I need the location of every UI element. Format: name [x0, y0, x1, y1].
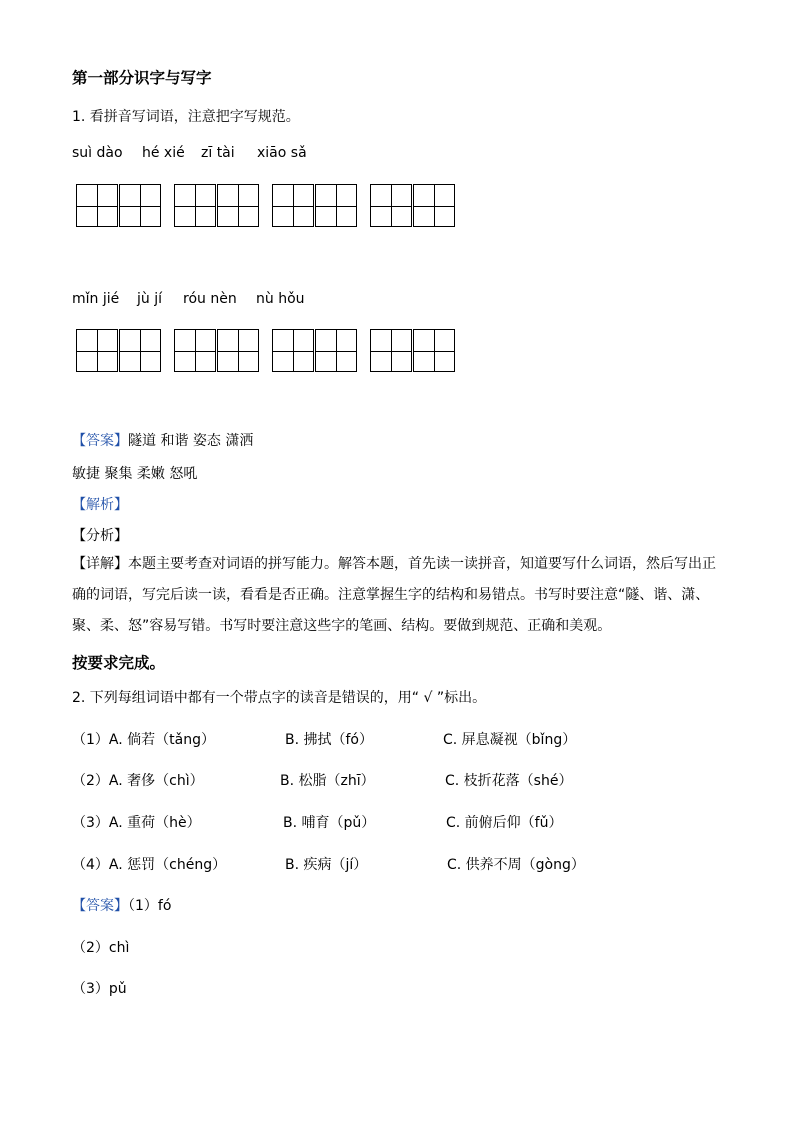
- q2-answer-line-1: [72, 895, 171, 915]
- option-3b: B. 哺育（pǔ）: [283, 815, 376, 831]
- word-box-1[interactable]: [76, 184, 162, 227]
- detail-label: 【详解】: [72, 556, 128, 572]
- option-3a: （3）A. 重荷（hè）: [72, 815, 201, 831]
- char-cell[interactable]: [217, 329, 259, 372]
- pinyin-2-2: jù jí: [137, 291, 162, 307]
- char-cell[interactable]: [272, 329, 314, 372]
- q2-answer-1: （1）fó: [128, 898, 172, 914]
- char-cell[interactable]: [370, 184, 412, 227]
- pinyin-1-3: zī tài: [201, 145, 235, 161]
- char-cell[interactable]: [119, 329, 161, 372]
- word-box-8[interactable]: [370, 329, 456, 372]
- option-1a: （1）A. 倘若（tǎng）: [72, 732, 215, 748]
- pinyin-2-1: mǐn jié: [72, 291, 120, 307]
- q1-answer-line-2: 敏捷 聚集 柔嫩 怒吼: [72, 466, 198, 482]
- option-4a: （4）A. 惩罚（chéng）: [72, 857, 227, 873]
- char-cell[interactable]: [76, 184, 118, 227]
- char-cell[interactable]: [119, 184, 161, 227]
- q1-answer-line-1: [72, 430, 253, 450]
- option-2a: （2）A. 奢侈（chì）: [72, 773, 204, 789]
- char-cell[interactable]: [217, 184, 259, 227]
- char-cell[interactable]: [413, 329, 455, 372]
- pinyin-2-3: róu nèn: [183, 291, 237, 307]
- char-cell[interactable]: [272, 184, 314, 227]
- pinyin-1-1: suì dào: [72, 145, 123, 161]
- section-title: 第一部分识字与写字: [72, 69, 212, 87]
- analysis-label: 【解析】: [72, 497, 128, 513]
- char-cell[interactable]: [413, 184, 455, 227]
- char-cell[interactable]: [76, 329, 118, 372]
- option-2b: B. 松脂（zhī）: [280, 773, 375, 789]
- option-3c: C. 前俯后仰（fǔ）: [446, 815, 563, 831]
- word-box-5[interactable]: [76, 329, 162, 372]
- analyze-label: 【分析】: [72, 528, 128, 544]
- question-1-stem: 1. 看拼音写词语，注意把字写规范。: [72, 109, 300, 125]
- word-box-4[interactable]: [370, 184, 456, 227]
- answer-label: 【答案】: [72, 433, 128, 449]
- word-box-6[interactable]: [174, 329, 260, 372]
- char-cell[interactable]: [315, 184, 357, 227]
- q2-answer-label: 【答案】: [72, 898, 128, 914]
- answer-text: 隧道 和谐 姿态 潇洒: [128, 433, 254, 449]
- q2-answer-line-3: （3）pǔ: [72, 981, 127, 997]
- word-box-3[interactable]: [272, 184, 358, 227]
- char-cell[interactable]: [315, 329, 357, 372]
- word-box-7[interactable]: [272, 329, 358, 372]
- option-2c: C. 枝折花落（shé）: [445, 773, 573, 789]
- char-cell[interactable]: [174, 184, 216, 227]
- section-2-title: 按要求完成。: [72, 654, 166, 672]
- option-4c: C. 供养不周（gòng）: [447, 857, 585, 873]
- char-cell[interactable]: [174, 329, 216, 372]
- option-1b: B. 拂拭（fó）: [285, 732, 373, 748]
- char-cell[interactable]: [370, 329, 412, 372]
- option-1c: C. 屏息凝视（bǐng）: [443, 732, 577, 748]
- pinyin-1-4: xiāo sǎ: [257, 145, 307, 161]
- option-4b: B. 疾病（jí）: [285, 857, 368, 873]
- q2-answer-line-2: （2）chì: [72, 940, 130, 956]
- question-2-stem: 2. 下列每组词语中都有一个带点字的读音是错误的，用“ √ ”标出。: [72, 690, 487, 706]
- detail-paragraph: [72, 549, 727, 642]
- pinyin-2-4: nù hǒu: [256, 291, 305, 307]
- detail-text: 本题主要考查对词语的拼写能力。解答本题，首先读一读拼音，知道要写什么词语，然后写出正确的词语，写完后读一读，看看是否正确。注意掌握生字的结构和易错点。书写时要注意“隧、谐、潇、聚、柔、怒”容易写错。书写时要注意这些字的笔画、结构。要做到规范、正确和美观。: [72, 556, 716, 634]
- pinyin-1-2: hé xié: [142, 145, 185, 161]
- word-box-2[interactable]: [174, 184, 260, 227]
